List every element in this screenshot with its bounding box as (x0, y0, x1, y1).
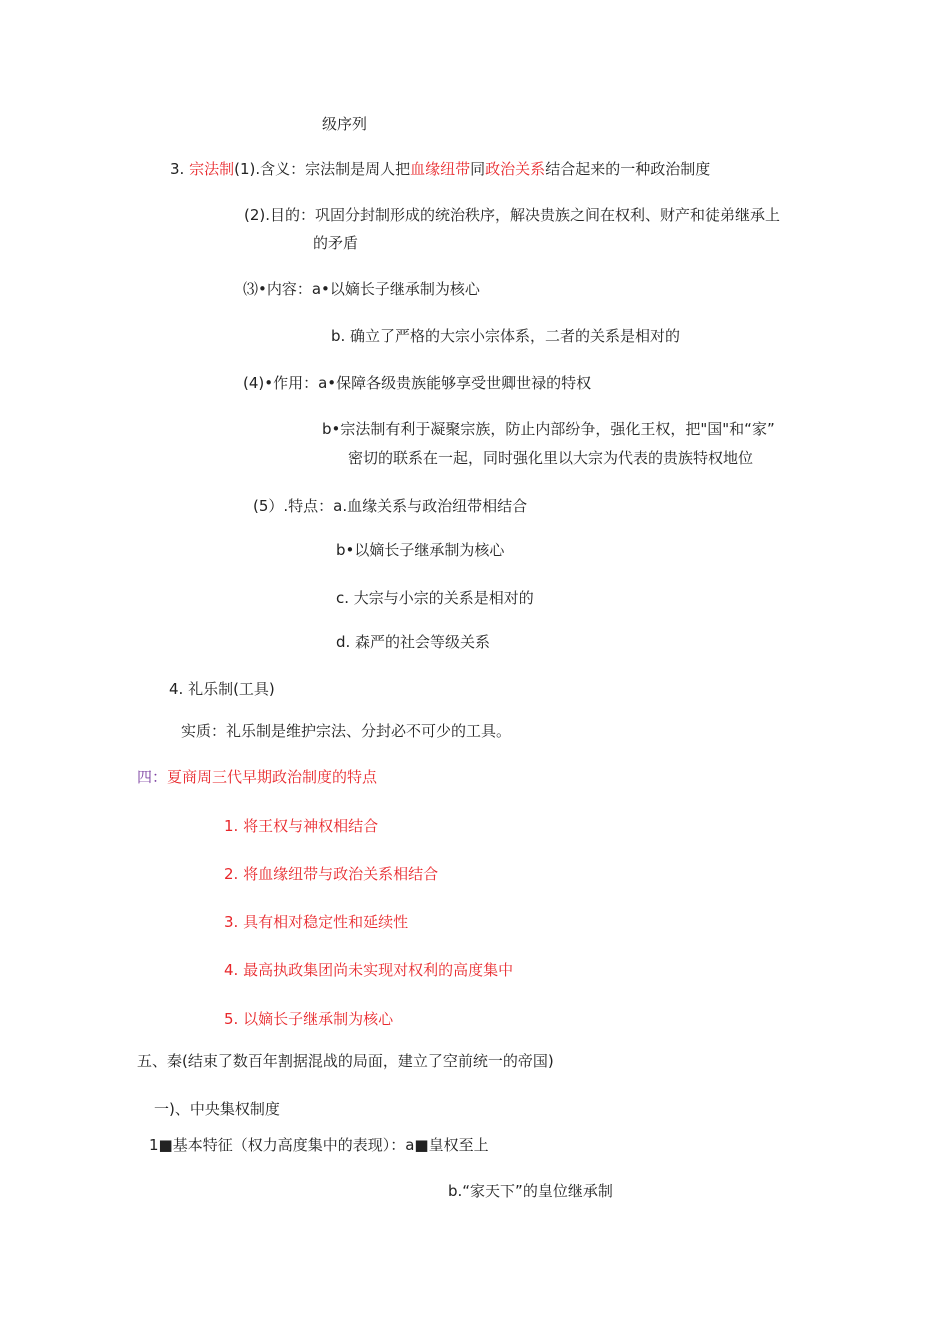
text-line: 1■基本特征（权力高度集中的表现）：a■皇权至上 (149, 1136, 489, 1154)
list-item: 2. 将血缘纽带与政治关系相结合 (224, 865, 439, 883)
highlight-term: 血缘纽带 (410, 160, 471, 178)
text-line: b.“家天下”的皇位继承制 (448, 1182, 613, 1200)
subsection-heading: 一)、中央集权制度 (154, 1100, 280, 1118)
highlight-term: 宗法制 (189, 160, 235, 178)
section-heading-4 (137, 767, 377, 787)
text-segment: 同 (470, 160, 486, 178)
text-segment: (1).含义：宗法制是周人把 (234, 160, 411, 178)
text-line: c. 大宗与小宗的关系是相对的 (336, 589, 534, 607)
text-line: 的矛盾 (313, 234, 359, 252)
text-line: d. 森严的社会等级关系 (336, 633, 491, 651)
section-title: 夏商周三代早期政治制度的特点 (167, 768, 378, 786)
text-line: 级序列 (322, 115, 368, 133)
list-item: 1. 将王权与神权相结合 (224, 817, 379, 835)
text-line: ⑶•内容：a•以嫡长子继承制为核心 (243, 280, 480, 298)
text-line: 密切的联系在一起，同时强化里以大宗为代表的贵族特权地位 (348, 449, 754, 467)
text-line: b•以嫡长子继承制为核心 (336, 541, 505, 559)
highlight-term: 政治关系 (485, 160, 546, 178)
text-line: 4. 礼乐制(工具) (169, 680, 275, 698)
item-number: 3. (170, 160, 190, 178)
list-item: 5. 以嫡长子继承制为核心 (224, 1010, 394, 1028)
text-line: 实质：礼乐制是维护宗法、分封必不可少的工具。 (181, 722, 512, 740)
list-item: 4. 最高执政集团尚未实现对权利的高度集中 (224, 961, 514, 979)
item-3-zongfa-definition (170, 159, 710, 179)
text-segment: 结合起来的一种政治制度 (545, 160, 711, 178)
list-item: 3. 具有相对稳定性和延续性 (224, 913, 409, 931)
text-line: b. 确立了严格的大宗小宗体系，二者的关系是相对的 (331, 327, 681, 345)
section-heading-5: 五、秦(结束了数百年割据混战的局面，建立了空前统一的帝国) (137, 1052, 554, 1070)
text-line: b•宗法制有利于凝聚宗族，防止内部纷争，强化王权，把"国"和“家” (322, 420, 775, 438)
text-line: (4)•作用：a•保障各级贵族能够享受世卿世禄的特权 (243, 374, 592, 392)
section-number: 四： (137, 768, 168, 786)
text-line: (2).目的：巩固分封制形成的统治秩序，解决贵族之间在权利、财产和徒弟继承上 (244, 206, 781, 224)
text-line: (5）.特点：a.血缘关系与政治纽带相结合 (253, 497, 528, 515)
